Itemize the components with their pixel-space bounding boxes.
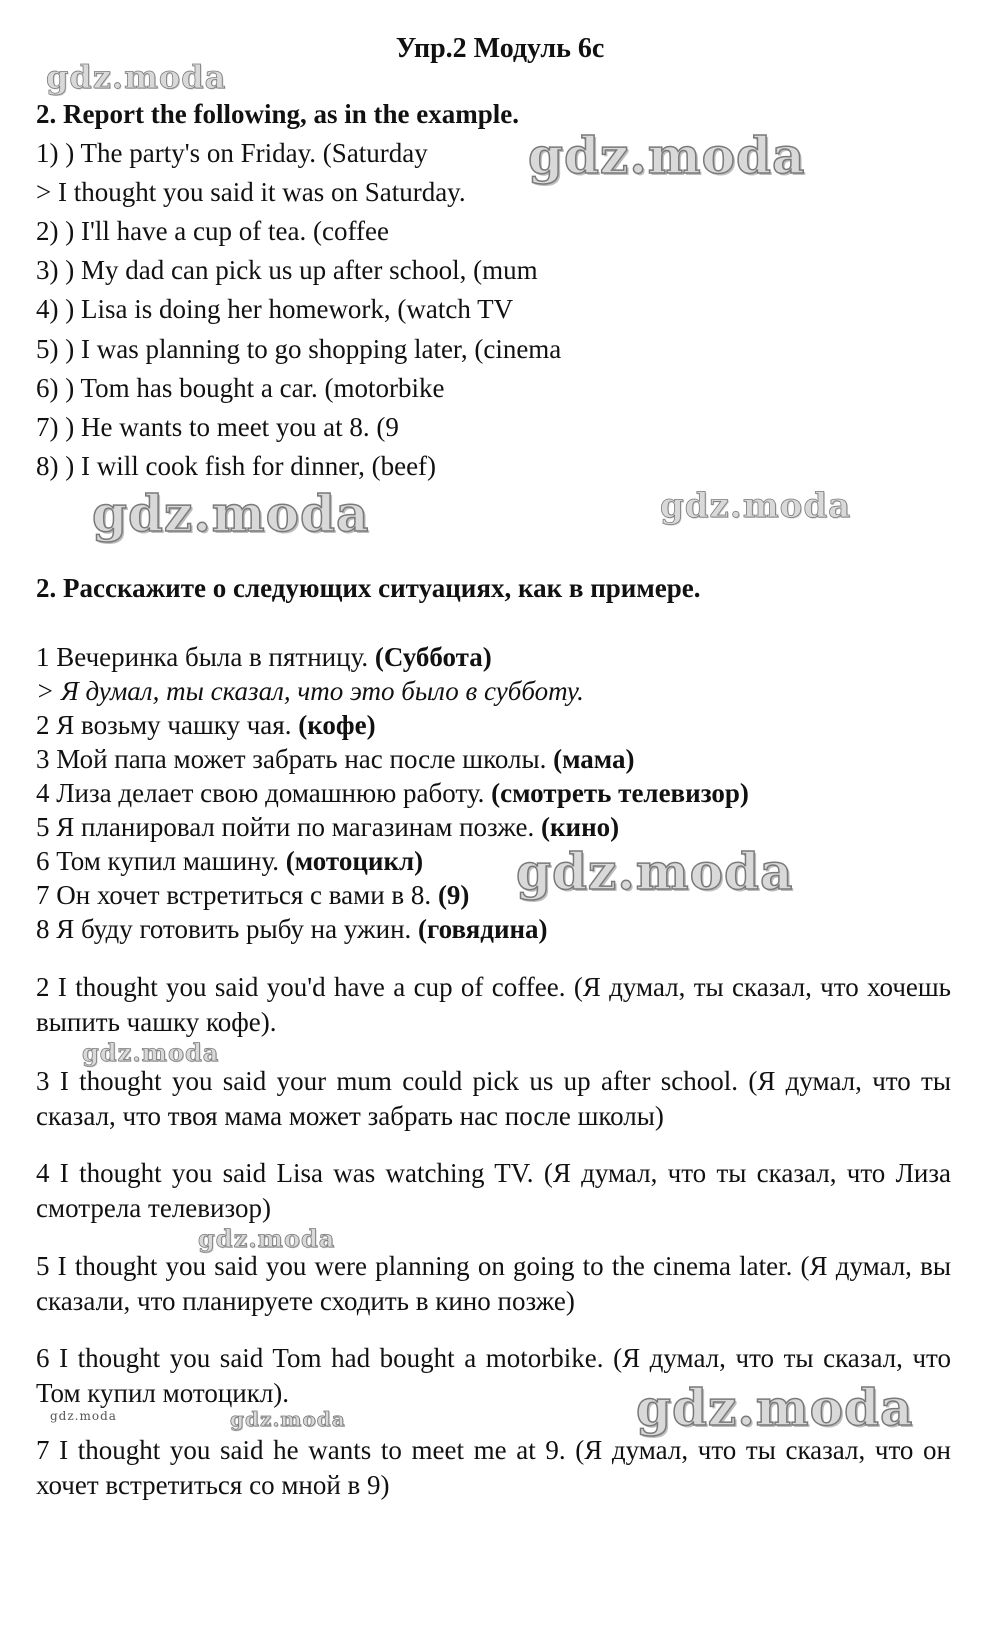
answer-paragraph: 4 I thought you said Lisa was watching TV. (Я думал, что ты сказал, что Лиза смотрела телевизор) — [36, 1158, 951, 1223]
watermark: gdz.moda — [50, 1409, 117, 1423]
watermark: gdz.moda — [660, 486, 852, 526]
answer-paragraph: 5 I thought you said you were planning on going to the cinema later. (Я думал, вы сказали, что планируете сходить в кино позже) — [36, 1251, 951, 1316]
russian-item: 2 Я возьму чашку чая. (кофе) — [36, 710, 376, 740]
watermark: gdz.moda — [636, 1378, 914, 1437]
watermark: gdz.moda — [92, 484, 370, 543]
english-item: 7) ) He wants to meet you at 8. (9 — [36, 412, 399, 442]
page-title: Упр.2 Модуль 6с — [395, 33, 605, 64]
watermark: gdz.moda — [528, 126, 806, 185]
russian-item: 3 Мой папа может забрать нас после школы. (мама) — [36, 744, 635, 774]
russian-item: 7 Он хочет встретиться с вами в 8. (9) — [36, 880, 470, 910]
english-example: > I thought you said it was on Saturday. — [36, 177, 466, 207]
english-item: 2) ) I'll have a cup of tea. (coffee — [36, 216, 389, 246]
answer-paragraph: 2 I thought you said you'd have a cup of coffee. (Я думал, ты сказал, что хочешь выпить чашку кофе). — [36, 972, 951, 1037]
russian-item: 1 Вечеринка была в пятницу. (Суббота) — [36, 642, 492, 672]
russian-item: 5 Я планировал пойти по магазинам позже. (кино) — [36, 812, 620, 842]
russian-heading: 2. Расскажите о следующих ситуациях, как в примере. — [36, 573, 701, 603]
russian-item: 6 Том купил машину. (мотоцикл) — [36, 846, 424, 876]
answer-paragraph: 3 I thought you said your mum could pick us up after school. (Я думал, что ты сказал, что твоя мама может забрать нас после школы) — [36, 1066, 951, 1131]
russian-item: 4 Лиза делает свою домашнюю работу. (смотреть телевизор) — [36, 778, 749, 808]
english-item: 3) ) My dad can pick us up after school, (mum — [36, 255, 538, 285]
watermark: gdz.moda — [230, 1407, 346, 1431]
english-item: 8) ) I will cook fish for dinner, (beef) — [36, 451, 437, 481]
english-heading: 2. Report the following, as in the example. — [36, 99, 519, 129]
answer-paragraph: 6 I thought you said Tom had bought a motorbike. (Я думал, что ты сказал, что Том купил мотоцикл). — [36, 1343, 951, 1408]
watermark: gdz.moda — [82, 1038, 220, 1067]
english-item: 6) ) Tom has bought a car. (motorbike — [36, 373, 445, 403]
english-item: 1) ) The party's on Friday. (Saturday — [36, 138, 428, 168]
english-item: 4) ) Lisa is doing her homework, (watch TV — [36, 294, 514, 324]
russian-example: > Я думал, ты сказал, что это было в субботу. — [36, 676, 584, 706]
watermark: gdz.moda — [516, 842, 794, 901]
russian-item: 8 Я буду готовить рыбу на ужин. (говядина) — [36, 914, 548, 944]
answer-paragraph: 7 I thought you said he wants to meet me at 9. (Я думал, что ты сказал, что он хочет встретиться со мной в 9) — [36, 1435, 951, 1500]
english-item: 5) ) I was planning to go shopping later, (cinema — [36, 334, 562, 364]
watermark: gdz.moda — [46, 58, 227, 96]
watermark: gdz.moda — [198, 1224, 336, 1253]
